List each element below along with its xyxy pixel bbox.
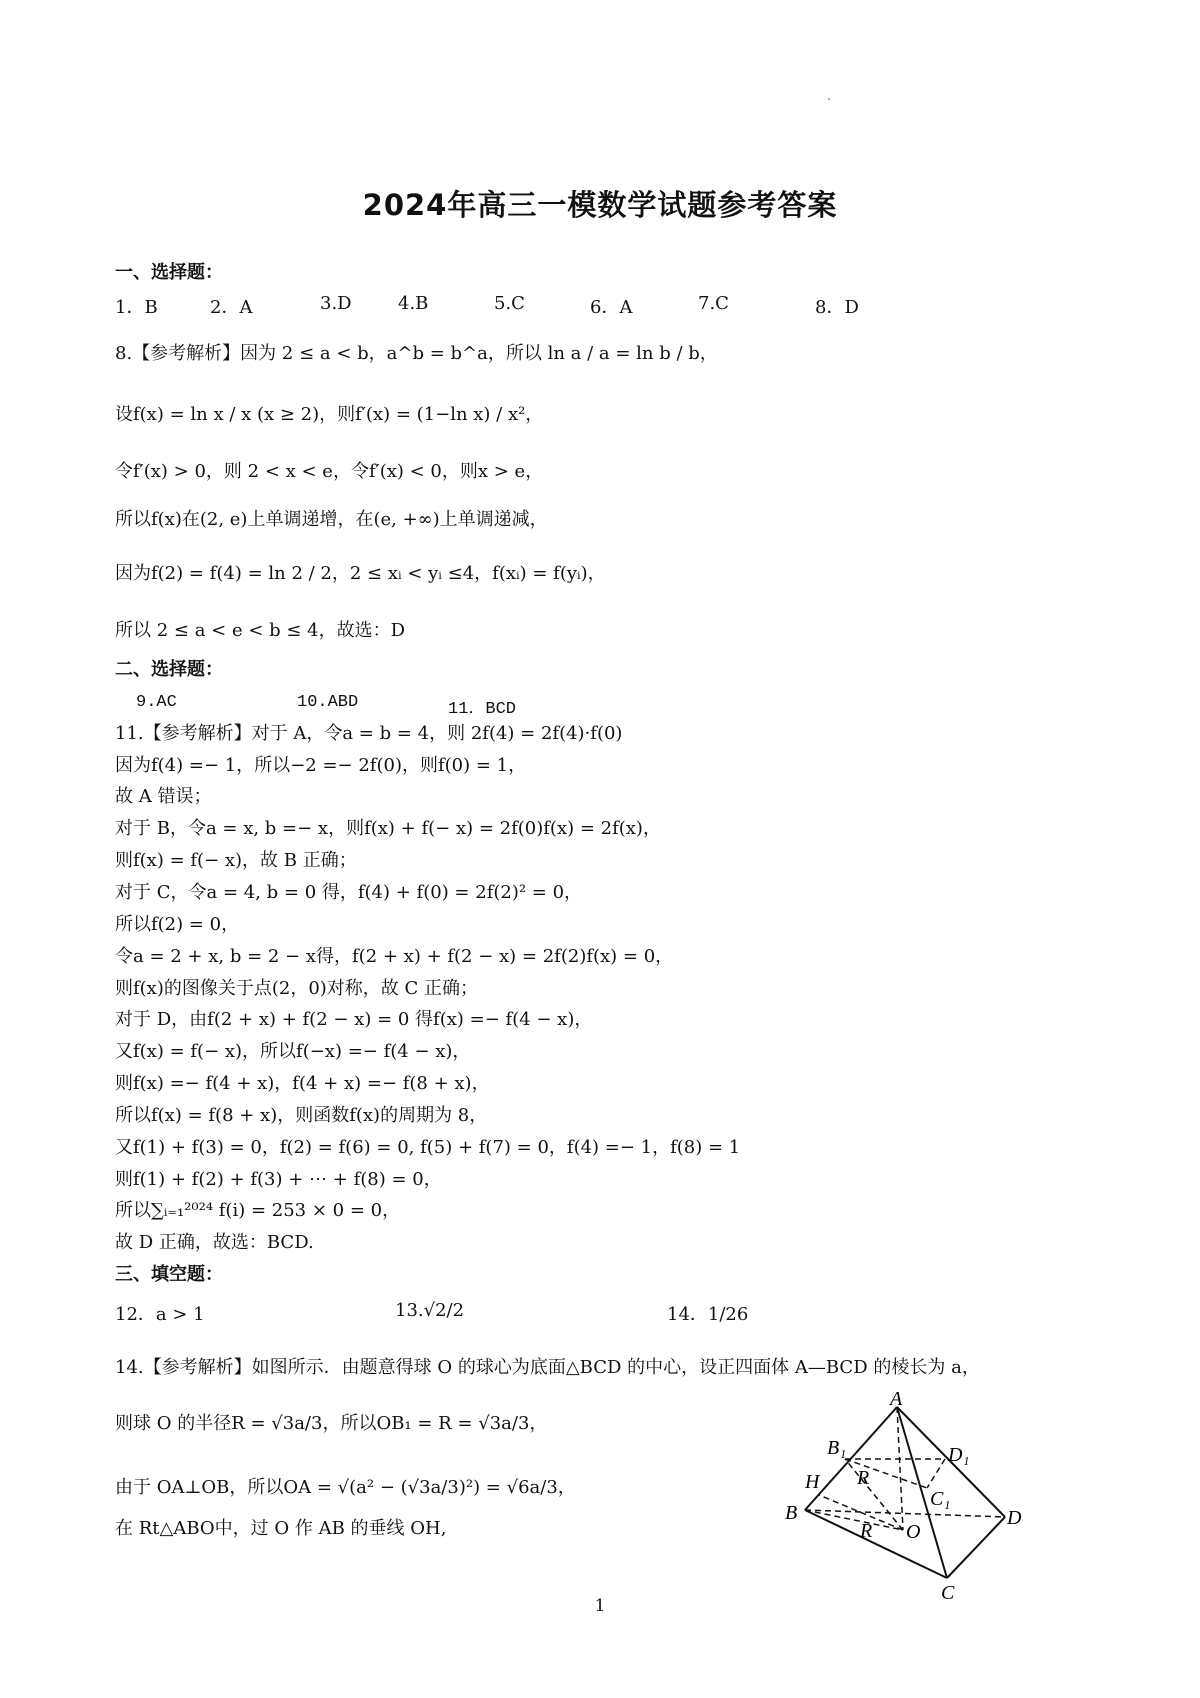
q8-line-1: 8.【参考解析】因为 2 ≤ a < b，a^b = b^a，所以 ln a / a = ln b / b， [115, 343, 718, 364]
q11-line-8: 令a = 2 + x, b = 2 − x得，f(2 + x) + f(2 − x) = 2f(2)f(x) = 0， [115, 946, 674, 967]
page-title: 2024年高三一模数学试题参考答案 [362, 188, 838, 222]
page-number: 1 [594, 1596, 606, 1616]
q11-line-4: 对于 B，令a = x, b =− x，则f(x) + f(− x) = 2f(0)f(x) = 2f(x)， [115, 818, 661, 839]
answer-14: 14．1/26 [667, 1304, 749, 1325]
q14-line-1: 14.【参考解析】如图所示．由题意得球 O 的球心为底面△BCD 的中心，设正四面体 A—BCD 的棱长为 a， [115, 1357, 980, 1378]
section-choice-title: 一、选择题： [115, 262, 223, 283]
label-r-upper: R [857, 1467, 870, 1489]
answer-13: 13.√2/2 [395, 1300, 465, 1321]
section-multi-title: 二、选择题： [115, 659, 223, 680]
tetrahedron-figure [785, 1392, 1025, 1602]
q11-line-2: 因为f(4) =− 1，所以−2 =− 2f(0)，则f(0) = 1， [115, 755, 527, 776]
answer-4: 4.B [398, 293, 429, 314]
q11-line-3: 故 A 错误； [115, 786, 212, 807]
answer-11: 11．BCD [448, 700, 517, 719]
label-d1: D₁ [948, 1444, 970, 1466]
q14-line-2: 则球 O 的半径R = √3a/3，所以OB₁ = R = √3a/3， [115, 1413, 548, 1434]
answer-7: 7.C [698, 293, 729, 314]
q11-line-1: 11.【参考解析】对于 A，令a = b = 4，则 2f(4) = 2f(4)·f(0) [115, 723, 623, 744]
q8-line-4: 所以f(x)在(2, e)上单调递增，在(e, +∞)上单调递减， [115, 509, 548, 530]
answer-8: 8．D [815, 297, 859, 318]
label-d: D [1007, 1507, 1022, 1529]
label-b1: B₁ [827, 1437, 847, 1459]
q11-line-11: 又f(x) = f(− x)，所以f(−x) =− f(4 − x)， [115, 1041, 471, 1062]
answer-12: 12．a > 1 [115, 1304, 205, 1325]
answer-5: 5.C [494, 293, 525, 314]
answer-1: 1．B [115, 297, 158, 318]
label-a: A [890, 1392, 903, 1410]
figure-edges [805, 1407, 1005, 1578]
figure-dashed [805, 1407, 1005, 1530]
section-fill-title: 三、填空题： [115, 1264, 223, 1285]
answer-3: 3.D [320, 293, 352, 314]
q11-line-13: 所以f(x) = f(8 + x)，则函数f(x)的周期为 8， [115, 1105, 488, 1126]
answer-9: 9.AC [136, 693, 177, 712]
q11-line-12: 则f(x) =− f(4 + x)，f(4 + x) =− f(8 + x)， [115, 1073, 490, 1094]
label-c: C [941, 1582, 955, 1602]
answer-2: 2．A [210, 297, 253, 318]
edge-bc [805, 1510, 947, 1578]
q11-line-17: 故 D 正确，故选：BCD. [115, 1232, 314, 1253]
answer-6: 6．A [590, 297, 633, 318]
segment-c1d1 [927, 1459, 945, 1488]
q11-line-6: 对于 C，令a = 4, b = 0 得，f(4) + f(0) = 2f(2)² = 0， [115, 882, 583, 903]
page-dot [828, 98, 830, 100]
q14-line-4: 在 Rt△ABO中，过 O 作 AB 的垂线 OH, [115, 1518, 447, 1539]
q11-line-16: 所以∑ᵢ₌₁²⁰²⁴ f(i) = 253 × 0 = 0， [115, 1200, 401, 1221]
q8-line-6: 所以 2 ≤ a < e < b ≤ 4，故选：D [115, 620, 406, 641]
q11-line-10: 对于 D，由f(2 + x) + f(2 − x) = 0 得f(x) =− f(4 − x)， [115, 1009, 593, 1030]
q8-line-5: 因为f(2) = f(4) = ln 2 / 2，2 ≤ xᵢ < yᵢ ≤4，f(xᵢ) = f(yᵢ)， [115, 563, 606, 584]
label-c1: C₁ [930, 1488, 951, 1510]
q11-line-9: 则f(x)的图像关于点(2，0)对称，故 C 正确； [115, 978, 479, 999]
label-r-lower: R [860, 1520, 873, 1542]
q11-line-5: 则f(x) = f(− x)，故 B 正确； [115, 850, 357, 871]
answer-10: 10.ABD [297, 693, 359, 712]
edge-cd [947, 1517, 1005, 1578]
label-o: O [906, 1521, 921, 1543]
q11-line-14: 又f(1) + f(3) = 0，f(2) = f(6) = 0, f(5) + f(7) = 0，f(4) =− 1，f(8) = 1 [115, 1137, 741, 1158]
q8-line-3: 令f′(x) > 0，则 2 < x < e，令f′(x) < 0，则x > e， [115, 461, 544, 482]
q14-line-3: 由于 OA⊥OB，所以OA = √(a² − (√3a/3)²) = √6a/3， [115, 1477, 576, 1498]
q11-line-15: 则f(1) + f(2) + f(3) + ⋯ + f(8) = 0， [115, 1169, 442, 1190]
q11-line-7: 所以f(2) = 0， [115, 914, 240, 935]
label-h: H [805, 1471, 820, 1493]
label-b: B [785, 1502, 798, 1524]
q8-line-2: 设f(x) = ln x / x (x ≥ 2)，则f′(x) = (1−ln x) / x²， [115, 404, 544, 425]
